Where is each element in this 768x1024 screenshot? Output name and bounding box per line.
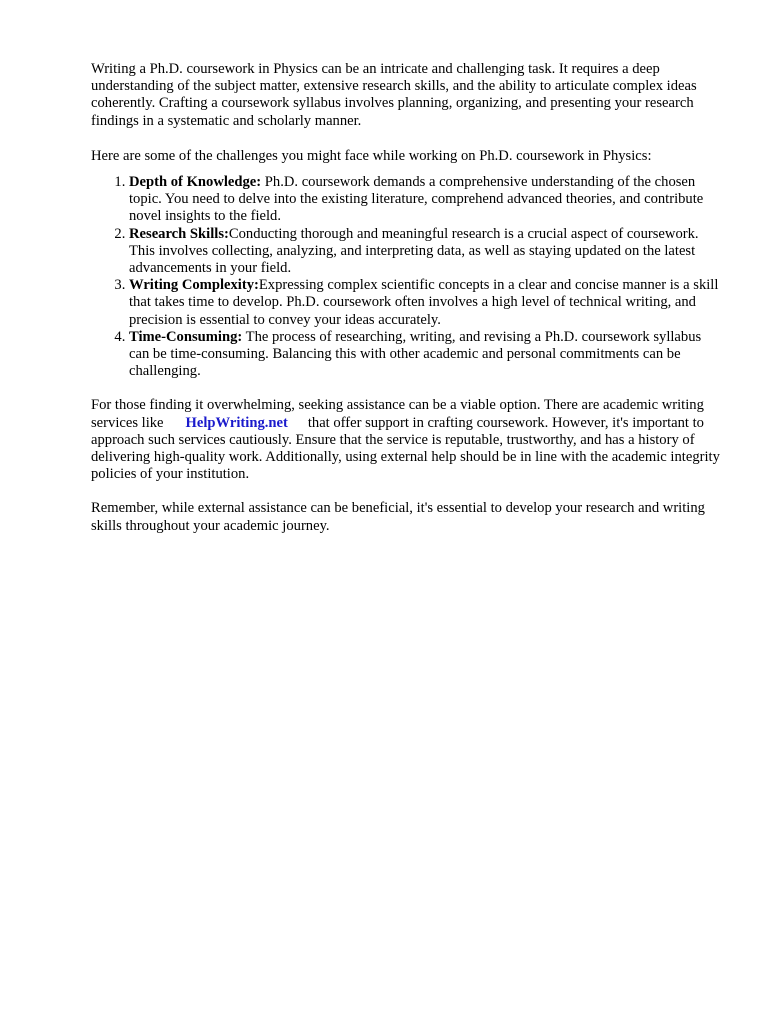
helpwriting-link[interactable]: HelpWriting.net — [185, 414, 288, 431]
assistance-text-before: For those finding it overwhelming, seeking assistance can be a viable option. There are academic writing services like — [91, 397, 704, 431]
challenge-text: Expressing complex scientific concepts in a clear and concise manner is a skill that takes time to develop. Ph.D. coursework often involves a high level of technical writing, and precision is essential to convey your ideas accurately. — [129, 277, 719, 328]
list-item — [129, 174, 723, 226]
challenge-term: Research Skills: — [129, 225, 229, 242]
challenge-text: Conducting thorough and meaningful research is a crucial aspect of coursework. This involves collecting, analyzing, and interpreting data, as well as staying updated on the latest advancements in your field. — [129, 225, 699, 277]
assistance-paragraph — [91, 397, 723, 483]
document-page — [91, 61, 723, 535]
assistance-text-after: that offer support in crafting coursework. However, it's important to approach such services cautiously. Ensure that the service is reputable, trustworthy, and has a history of delivering high-quality work. Additionally, using external help should be in line with the academic integrity policies of your institution. — [91, 414, 720, 483]
challenge-text: The process of researching, writing, and revising a Ph.D. coursework syllabus can be time-consuming. Balancing this with other academic and personal commitments can be challenging. — [129, 328, 702, 380]
challenge-term: Writing Complexity: — [129, 277, 259, 294]
list-item — [129, 226, 723, 278]
challenges-lead: Here are some of the challenges you might face while working on Ph.D. coursework in Physics: — [91, 147, 652, 164]
list-item — [129, 277, 723, 329]
challenge-text: Ph.D. coursework demands a comprehensive understanding of the chosen topic. You need to delve into the existing literature, comprehend advanced theories, and contribute novel insights to the field. — [129, 174, 704, 225]
list-item — [129, 329, 723, 381]
intro-paragraph: Writing a Ph.D. coursework in Physics can be an intricate and challenging task. It requires a deep understanding of the subject matter, extensive research skills, and the ability to articulate complex ideas coherently. Crafting a coursework syllabus involves planning, organizing, and presenting your research findings in a systematic and scholarly manner. — [91, 61, 697, 129]
challenge-term: Time-Consuming: — [129, 328, 243, 345]
challenges-list — [91, 174, 723, 380]
challenge-term: Depth of Knowledge: — [129, 174, 262, 191]
closing-paragraph: Remember, while external assistance can be beneficial, it's essential to develop your research and writing skills throughout your academic journey. — [91, 500, 705, 534]
